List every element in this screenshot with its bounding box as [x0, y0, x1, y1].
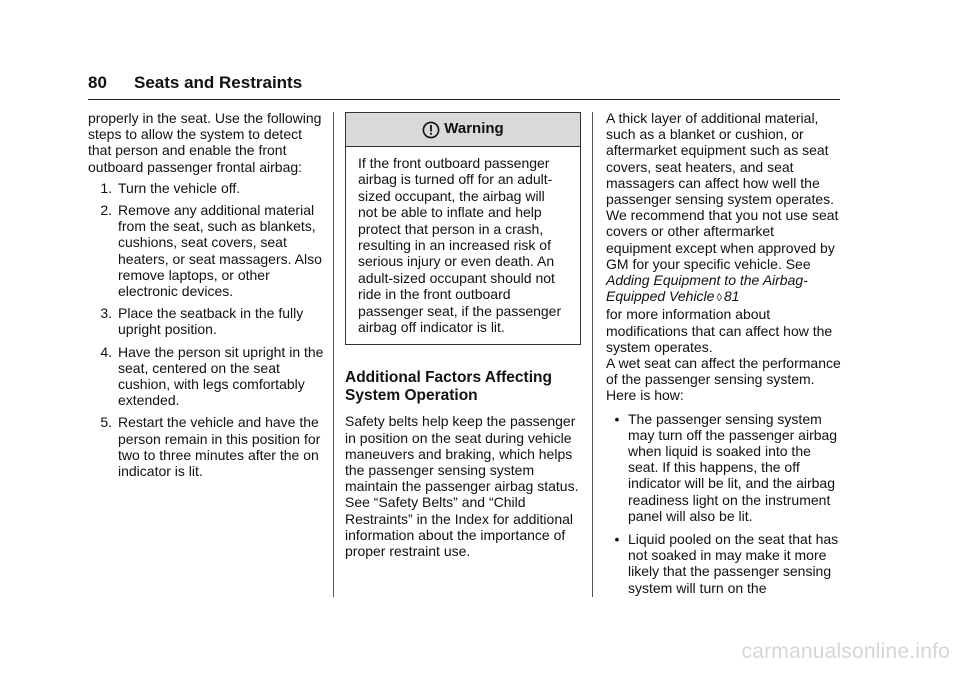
- bullet-list: [606, 411, 842, 596]
- section-body: Safety belts help keep the passenger in position on the seat during vehicle maneuvers and braking, which helps the passenger sensing system maintain the passenger airbag status. See “Safety Belts” and “Child Restraints” in the Index for additional information about the importance of proper restraint use.: [345, 413, 579, 560]
- step-text: Remove any additional material from the seat, such as blankets, cushions, seat covers, seat heaters, or seat massagers. Also remove laptops, or other electronic devices.: [118, 202, 322, 300]
- warning-header: [346, 113, 580, 147]
- column-2: [345, 110, 585, 559]
- intro-paragraph: properly in the seat. Use the following steps to allow the system to detect that person and enable the front outboard passenger frontal airbag:: [88, 110, 322, 175]
- column-divider: [592, 112, 593, 597]
- list-item: [88, 305, 326, 337]
- step-text: Turn the vehicle off.: [118, 179, 241, 196]
- paragraph-text: for more information about modifications that can affect how the system operates.: [606, 306, 833, 355]
- cross-reference-link[interactable]: Adding Equipment to the Airbag-Equipped Vehicle: [606, 272, 808, 305]
- page-number: 80: [88, 73, 107, 92]
- step-text: Restart the vehicle and have the person remain in this position for two to three minutes after the on indicator is lit.: [118, 414, 321, 480]
- column-1: [88, 110, 326, 485]
- bullet-icon: •: [614, 410, 620, 427]
- step-number: 1.: [100, 179, 112, 196]
- list-item: [88, 344, 326, 409]
- list-item: [606, 411, 842, 524]
- warning-icon: [422, 121, 440, 139]
- list-item: [88, 180, 326, 196]
- paragraph: A wet seat can affect the performance of the passenger sensing system. Here is how:: [606, 355, 841, 404]
- warning-body: If the front outboard passenger airbag is turned off for an adult-sized occupant, the airbag will not be able to inflate and help protect that person in a crash, resulting in an increased risk of serious injury or even death. An adult-sized occupant should not ride in the front outboard passenger seat, if the passenger airbag off indicator is lit.: [358, 155, 562, 336]
- column-3: [606, 110, 842, 603]
- warning-box: [345, 112, 581, 345]
- bullet-text: Liquid pooled on the seat that has not soaked in may make it more likely that the passenger sensing system will turn on the: [628, 531, 839, 596]
- paragraph: [606, 110, 842, 355]
- step-number: 4.: [100, 343, 112, 360]
- page-header: [88, 73, 840, 93]
- step-number: 5.: [100, 414, 112, 431]
- bullet-text: The passenger sensing system may turn off the passenger airbag when liquid is soaked into the seat. If this happens, the off indicator will be lit, and the airbag readiness light on the instrument panel will also be lit.: [628, 410, 838, 524]
- cross-reference-page[interactable]: 81: [723, 288, 740, 305]
- list-item: [88, 202, 326, 299]
- step-text: Place the seatback in the fully upright position.: [118, 305, 304, 338]
- step-text: Have the person sit upright in the seat, centered on the seat cushion, with legs comfortably extended.: [118, 343, 324, 409]
- page-ref-icon: ◊: [716, 292, 722, 305]
- section-heading: Additional Factors Affecting System Operation: [345, 369, 552, 405]
- column-divider: [333, 112, 334, 597]
- list-item: [606, 531, 842, 596]
- steps-list: [88, 180, 326, 479]
- step-number: 3.: [100, 305, 112, 322]
- paragraph-text: A thick layer of additional material, such as a blanket or cushion, or aftermarket equipment such as seat covers, seat heaters, and seat massagers can affect how well the passenger sensing system operates. We recommend that you not use seat covers or other aftermarket equipment except when approved by GM for your specific vehicle. See: [606, 110, 839, 272]
- watermark: carmanualsonline.info: [741, 640, 950, 663]
- warning-title: Warning: [444, 120, 504, 138]
- section-title: Seats and Restraints: [134, 73, 303, 92]
- header-rule: [88, 99, 840, 100]
- bullet-icon: •: [614, 531, 620, 548]
- list-item: [88, 414, 326, 479]
- step-number: 2.: [100, 202, 112, 219]
